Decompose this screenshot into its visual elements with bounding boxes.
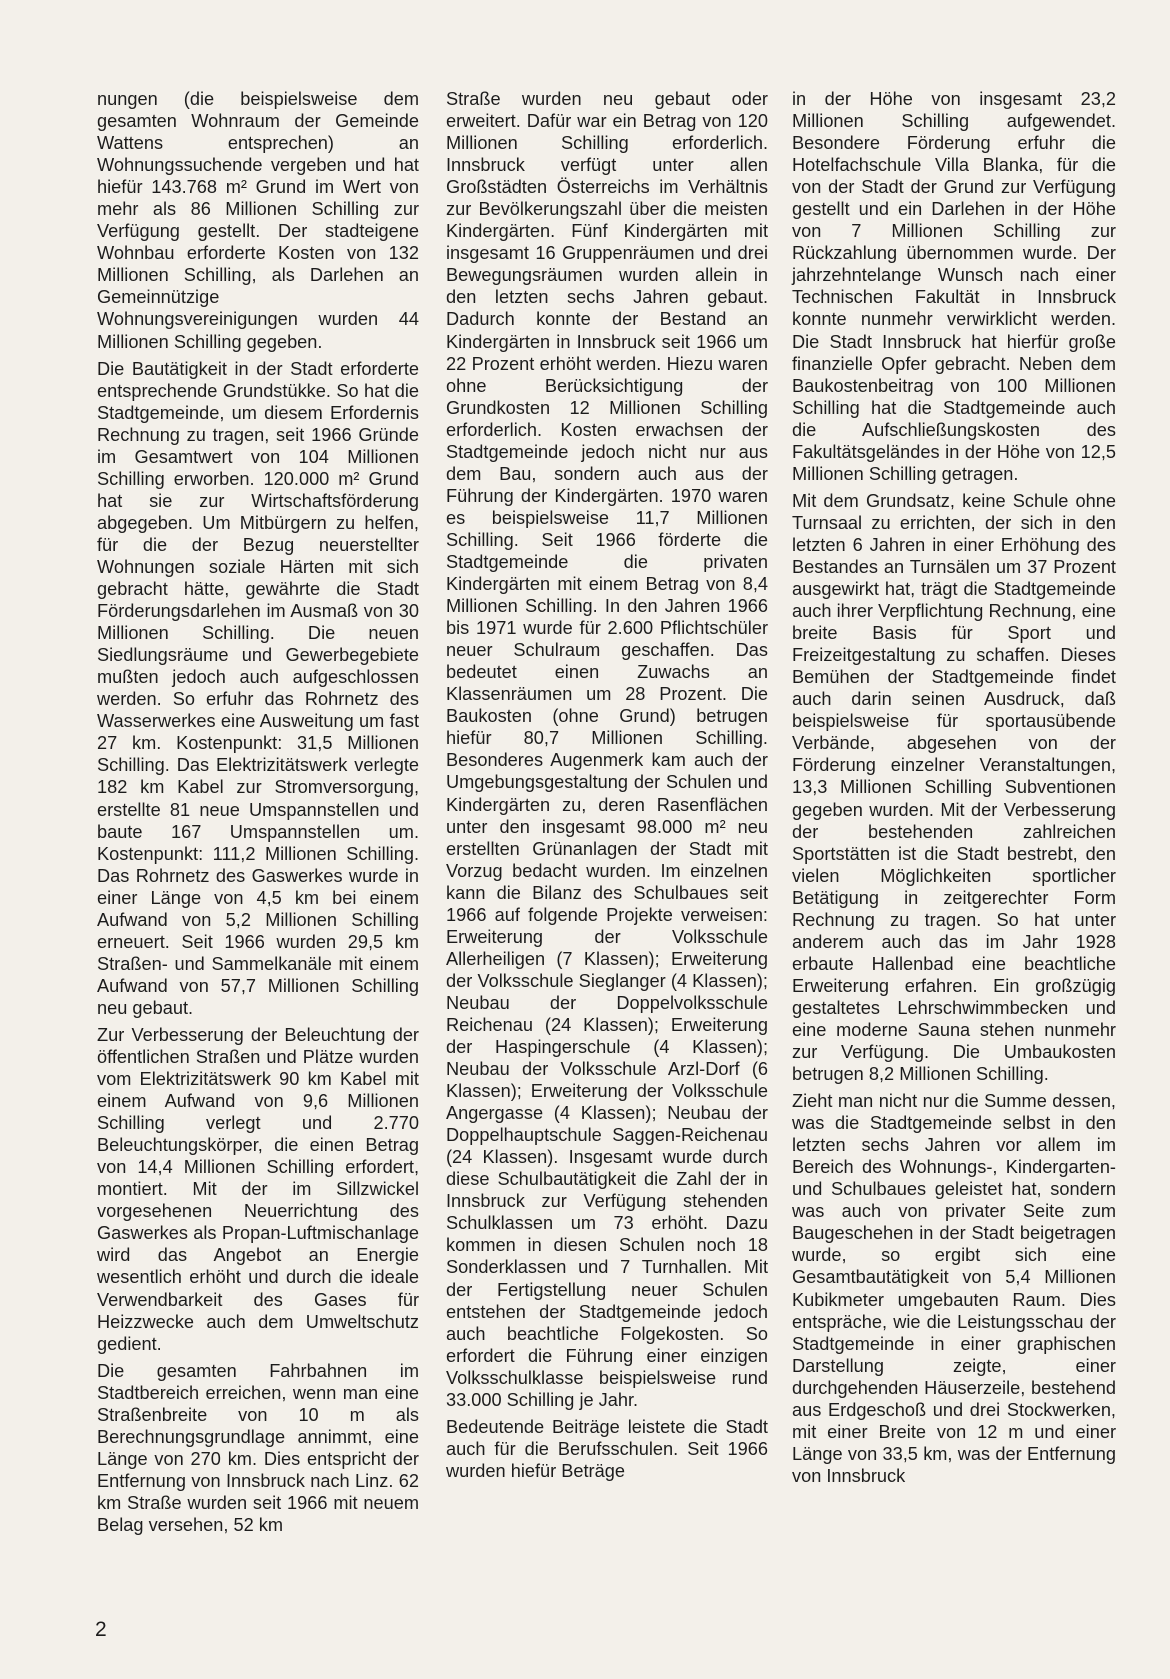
text-column-3 [792,88,1116,1492]
paragraph: Zieht man nicht nur die Summe dessen, was die Stadtgemeinde selbst in den letzten sechs Jahren vor allem im Bereich des Wohnungs-, Kindergarten- und Schulbaues geleistet hat, sondern was auch von privater Seite zum Baugeschehen in der Stadt beigetragen wurde, so ergibt sich eine Gesamtbautätigkeit von 5,4 Millionen Kubikmeter umgebauten Raum. Dies entspräche, wie die Leistungsschau der Stadtgemeinde in einer graphischen Darstellung zeigte, einer durchgehenden Häuserzeile, bestehend aus Erdgeschoß und drei Stockwerken, mit einer Breite von 12 m und einer Länge von 33,5 km, was der Entfernung von Innsbruck [792,1091,1116,1486]
paragraph: Mit dem Grundsatz, keine Schule ohne Turnsaal zu errichten, der sich in den letzten 6 Jahren in einer Erhöhung des Bestandes an Turnsälen um 37 Prozent ausgewirkt hat, trägt die Stadtgemeinde auch ihrer Verpflichtung Rechnung, eine breite Basis für Sport und Freizeitgestaltung zu schaffen. Dieses Bemühen der Stadtgemeinde findet auch darin seinen Ausdruck, daß beispielsweise für sportausübende Verbände, abgesehen von der Förderung einzelner Veranstaltungen, 13,3 Millionen Schilling Subventionen gegeben wurden. Mit der Verbesserung der bestehenden zahlreichen Sportstätten ist die Stadt bestrebt, den vielen Möglichkeiten sportlicher Betätigung in zeitgerechter Form Rechnung zu tragen. So hat unter anderem auch das im Jahr 1928 erbaute Hallenbad eine beachtliche Erweiterung erfahren. Ein großzügig gestaltetes Lehrschwimmbecken und eine moderne Sauna stehen nunmehr zur Verfügung. Die Umbaukosten betrugen 8,2 Millionen Schilling. [792,490,1116,1085]
text-column-2 [446,88,768,1487]
paragraph: Die gesamten Fahrbahnen im Stadtbereich erreichen, wenn man eine Straßenbreite von 10 m als Berechnungsgrundlage annimmt, eine Länge von 270 km. Dies entspricht der Entfernung von Innsbruck nach Linz. 62 km Straße wurden seit 1966 mit neuem Belag versehen, 52 km [97,1360,419,1535]
page-number: 2 [95,1618,107,1641]
paragraph: Straße wurden neu gebaut oder erweitert. Dafür war ein Betrag von 120 Millionen Schilling erforderlich. Innsbruck verfügt unter allen Großstädten Österreichs im Verhältnis zur Bevölkerungszahl über die meisten Kindergärten. Fünf Kindergärten mit insgesamt 16 Gruppenräumen und drei Bewegungsräumen wurden allein in den letzten sechs Jahren gebaut. Dadurch konnte der Bestand an Kindergärten in Innsbruck seit 1966 um 22 Prozent erhöht werden. Hiezu waren ohne Berücksichtigung der Grundkosten 12 Millionen Schilling erforderlich. Kosten erwachsen der Stadtgemeinde jedoch nicht nur aus dem Bau, sondern auch aus der Führung der Kindergärten. 1970 waren es beispielsweise 11,7 Millionen Schilling. Seit 1966 förderte die Stadtgemeinde die privaten Kindergärten mit einem Betrag von 8,4 Millionen Schilling. In den Jahren 1966 bis 1971 wurde für 2.600 Pflichtschüler neuer Schulraum geschaffen. Das bedeutet einen Zuwachs an Klassenräumen um 28 Prozent. Die Baukosten (ohne Grund) betrugen hiefür 80,7 Millionen Schilling. Besonderes Augenmerk kam auch der Umgebungsgestaltung der Schulen und Kindergärten zu, deren Rasenflächen unter den insgesamt 98.000 m² neu erstellten Grünanlagen der Stadt mit Vorzug bedacht wurden. Im einzelnen kann die Bilanz des Schulbaues seit 1966 auf folgende Projekte verweisen: Erweiterung der Volksschule Allerheiligen (7 Klassen); Erweiterung der Volksschule Sieglanger (4 Klassen); Neubau der Doppelvolksschule Reichenau (24 Klassen); Erweiterung der Haspingerschule (4 Klassen); Neubau der Volksschule Arzl-Dorf (6 Klassen); Erweiterung der Volksschule Angergasse (4 Klassen); Neubau der Doppelhauptschule Saggen-Reichenau (24 Klassen). Insgesamt wurde durch diese Schulbautätigkeit die Zahl der in Innsbruck zur Verfügung stehenden Schulklassen um 73 erhöht. Dazu kommen in diesen Schulen noch 18 Sonderklassen und 7 Turnhallen. Mit der Fertigstellung neuer Schulen entstehen der Stadtgemeinde jedoch auch beachtliche Folgekosten. So erfordert die Führung einer einzigen Volksschulklasse beispielsweise rund 33.000 Schilling je Jahr. [446,89,768,1410]
paragraph: Die Bautätigkeit in der Stadt erforderte entsprechende Grundstükke. So hat die Stadtgemeinde, um diesem Erfordernis Rechnung zu tragen, seit 1966 Gründe im Gesamtwert von 104 Millionen Schilling erworben. 120.000 m² Grund hat sie zur Wirtschaftsförderung abgegeben. Um Mitbürgern zu helfen, für die der Bezug neuerstellter Wohnungen soziale Härten mit sich gebracht hätte, gewährte die Stadt Förderungsdarlehen im Ausmaß von 30 Millionen Schilling. Die neuen Siedlungsräume und Gewerbegebiete mußten jedoch auch aufgeschlossen werden. So erfuhr das Rohrnetz des Wasserwerkes eine Ausweitung um fast 27 km. Kostenpunkt: 31,5 Millionen Schilling. Das Elektrizitätswerk verlegte 182 km Kabel zur Stromversorgung, erstellte 81 neue Umspannstellen und baute 167 Umspannstellen um. Kostenpunkt: 111,2 Millionen Schilling. Das Rohrnetz des Gaswerkes wurde in einer Länge von 4,5 km bei einem Aufwand von 5,2 Millionen Schilling erneuert. Seit 1966 wurden 29,5 km Straßen- und Sammelkanäle mit einem Aufwand von 57,7 Millionen Schilling neu gebaut. [97,358,419,1018]
paragraph: Bedeutende Beiträge leistete die Stadt auch für die Berufsschulen. Seit 1966 wurden hiefür Beträge [446,1416,768,1481]
paragraph: nungen (die beispielsweise dem gesamten Wohnraum der Gemeinde Wattens entsprechen) an Wohnungssuchende vergeben und hat hiefür 143.768 m² Grund im Wert von mehr als 86 Millionen Schilling zur Verfügung gestellt. Der stadteigene Wohnbau erforderte Kosten von 132 Millionen Schilling, als Darlehen an Gemeinnützige Wohnungsvereinigungen wurden 44 Millionen Schilling gegeben. [97,89,419,352]
text-column-1 [97,88,419,1541]
paragraph: Zur Verbesserung der Beleuchtung der öffentlichen Straßen und Plätze wurden vom Elektrizitätswerk 90 km Kabel mit einem Aufwand von 9,6 Millionen Schilling verlegt und 2.770 Beleuchtungskörper, die einen Betrag von 14,4 Millionen Schilling erfordert, montiert. Mit der im Sillzwickel vorgesehenen Neuerrichtung des Gaswerkes als Propan-Luftmischanlage wird das Angebot an Energie wesentlich erhöht und durch die ideale Verwendbarkeit des Gases für Heizzwecke auch dem Umweltschutz gedient. [97,1024,419,1354]
paragraph: in der Höhe von insgesamt 23,2 Millionen Schilling aufgewendet. Besondere Förderung erfuhr die Hotelfachschule Villa Blanka, für die von der Stadt der Grund zur Verfügung gestellt und ein Darlehen in der Höhe von 7 Millionen Schilling zur Rückzahlung übernommen wurde. Der jahrzehntelange Wunsch nach einer Technischen Fakultät in Innsbruck konnte nunmehr verwirklicht werden. Die Stadt Innsbruck hat hierfür große finanzielle Opfer gebracht. Neben dem Baukostenbeitrag von 100 Millionen Schilling hat die Stadtgemeinde auch die Aufschließungskosten des Fakultätsgeländes in der Höhe von 12,5 Millionen Schilling getragen. [792,89,1116,484]
